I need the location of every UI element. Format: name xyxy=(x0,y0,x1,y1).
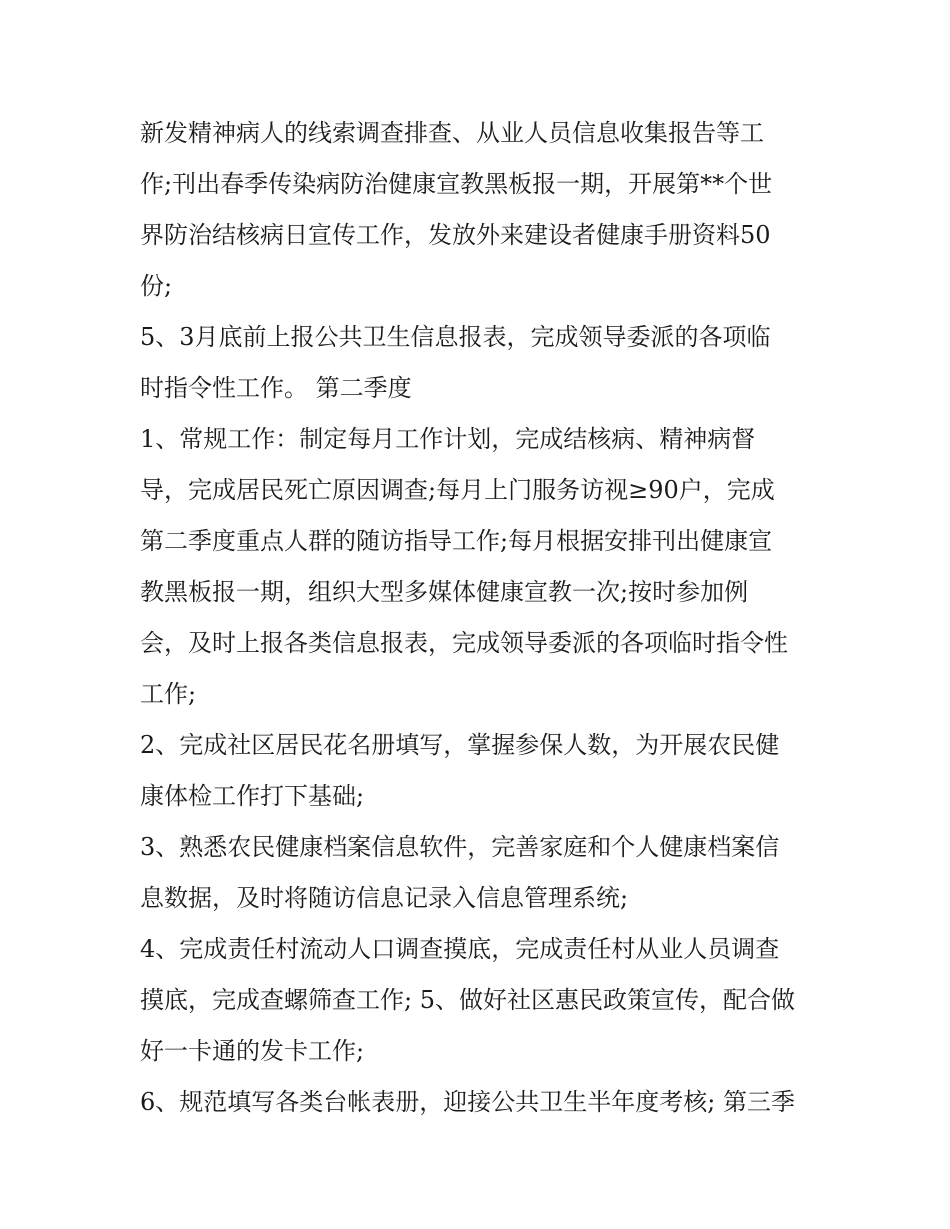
text-line: 5、3月底前上报公共卫生信息报表，完成领导委派的各项临 xyxy=(140,323,771,351)
text-line: 时指令性工作。 第二季度 xyxy=(140,374,412,402)
text-line: 6、规范填写各类台帐表册，迎接公共卫生半年度考核; 第三季 xyxy=(140,1088,795,1116)
text-line: 2、完成社区居民花名册填写，掌握参保人数，为开展农民健 xyxy=(140,731,780,759)
text-line: 3、熟悉农民健康档案信息软件，完善家庭和个人健康档案信 xyxy=(140,833,780,861)
text-line: 息数据，及时将随访信息记录入信息管理系统; xyxy=(140,884,629,912)
text-line: 4、完成责任村流动人口调查摸底，完成责任村从业人员调查 xyxy=(140,935,780,963)
text-line: 会，及时上报各类信息报表，完成领导委派的各项临时指令性 xyxy=(140,629,788,657)
text-line: 第二季度重点人群的随访指导工作;每月根据安排刊出健康宣 xyxy=(140,527,773,555)
text-line: 界防治结核病日宣传工作，发放外来建设者健康手册资料50 xyxy=(140,221,771,249)
text-line: 教黑板报一期，组织大型多媒体健康宣教一次;按时参加例 xyxy=(140,578,749,606)
text-line: 1、常规工作：制定每月工作计划，完成结核病、精神病督 xyxy=(140,425,756,453)
text-line: 导，完成居民死亡原因调查;每月上门服务访视≥90户，完成 xyxy=(140,476,775,504)
text-line: 工作; xyxy=(140,680,197,708)
text-line: 摸底，完成查螺筛查工作; 5、做好社区惠民政策宣传，配合做 xyxy=(140,986,795,1014)
text-line: 康体检工作打下基础; xyxy=(140,782,365,810)
text-line: 新发精神病人的线索调查排查、从业人员信息收集报告等工 xyxy=(140,119,764,147)
text-line: 好一卡通的发卡工作; xyxy=(140,1037,365,1065)
text-line: 份; xyxy=(140,272,173,300)
text-line: 作;刊出春季传染病防治健康宣教黑板报一期，开展第**个世 xyxy=(140,170,773,198)
document-body xyxy=(140,108,830,1128)
